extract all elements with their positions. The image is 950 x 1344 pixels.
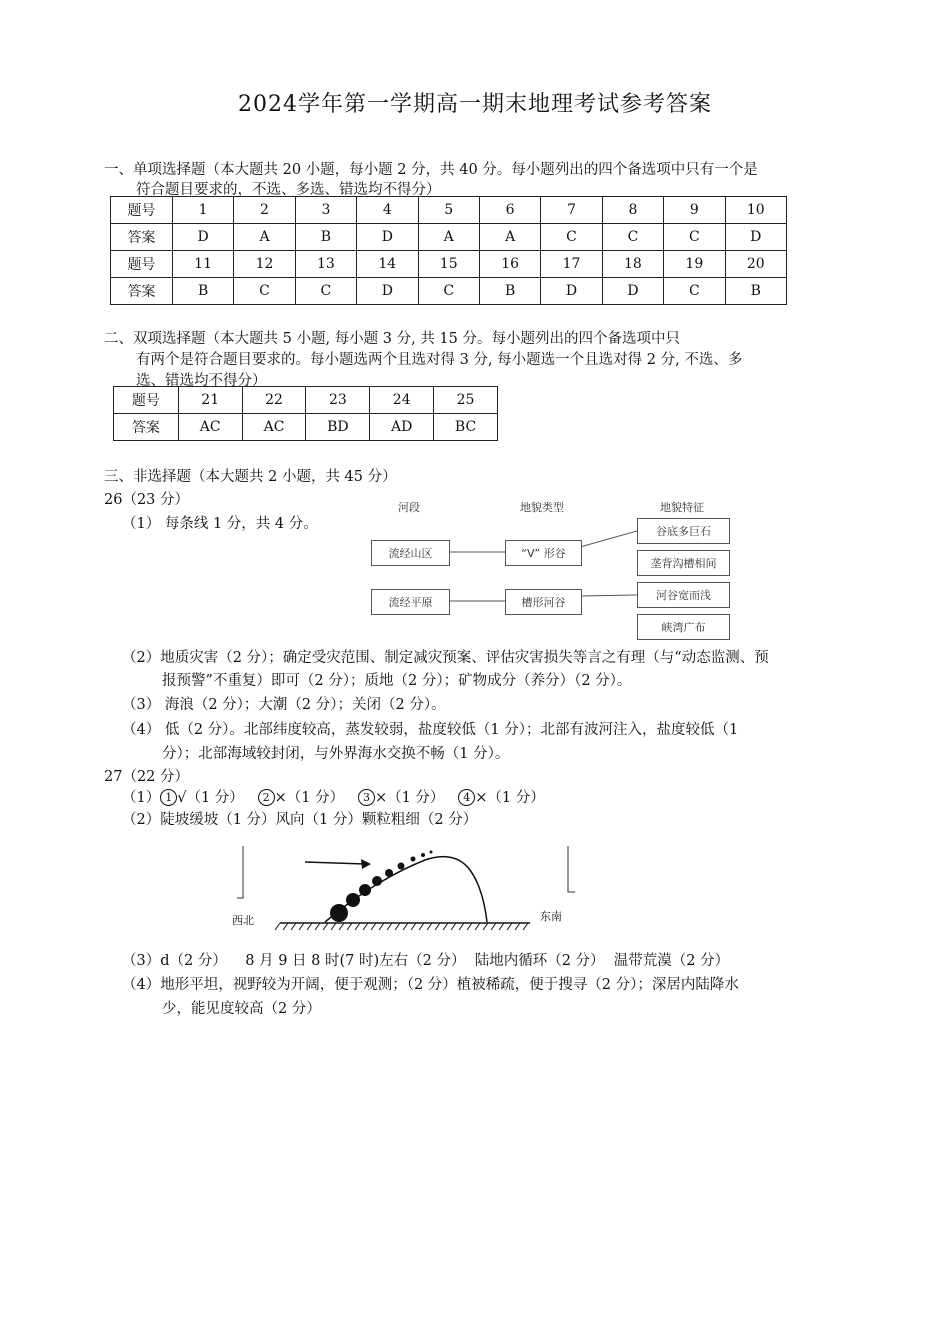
question-number: 20 (725, 251, 786, 278)
circled-number: 2 (258, 789, 275, 806)
answer-cell: D (357, 278, 418, 305)
question-number: 8 (602, 197, 663, 224)
row-label: 答案 (114, 414, 179, 441)
answer-cell: B (295, 224, 356, 251)
answer-cell: B (479, 278, 540, 305)
q26-part4-line1: （4） 低（2 分）。北部纬度较高，蒸发较弱，盐度较低（1 分）；北部有波河注入，盐度较低（1 (122, 722, 739, 738)
question-number: 5 (418, 197, 479, 224)
row-label: 答案 (111, 278, 173, 305)
dune-profile (325, 857, 487, 922)
question-number: 17 (541, 251, 602, 278)
answer-cell: C (234, 278, 295, 305)
answer-cell: C (602, 224, 663, 251)
question-number: 9 (664, 197, 725, 224)
sand-particle (359, 884, 371, 896)
question-number: 22 (242, 387, 306, 414)
question-number: 6 (479, 197, 540, 224)
question-number: 14 (357, 251, 418, 278)
q27-part1-answer: √（1 分） (177, 790, 244, 806)
diagram-header-type: 地貌类型 (520, 501, 564, 514)
question-number: 10 (725, 197, 786, 224)
river-segment-mountain: 流经山区 (371, 540, 450, 566)
feature-wide-shallow-valley: 河谷宽而浅 (637, 582, 730, 608)
feature-ridges-grooves: 垄背沟槽相间 (637, 550, 730, 576)
dune-diagram (215, 840, 595, 940)
q26-label: 26（23 分） (104, 492, 190, 508)
sand-particle (330, 904, 348, 922)
q26-part2-line1: （2）地质灾害（2 分）；确定受灾范围、制定减灾预案、评估灾害损失等言之有理（与“动态监测、预 (122, 650, 769, 666)
q27-part1-answer: ×（1 分） (274, 790, 345, 806)
question-number: 13 (295, 251, 356, 278)
question-number: 16 (479, 251, 540, 278)
sand-particle (421, 853, 425, 857)
row-label: 答案 (111, 224, 173, 251)
frame-left (237, 846, 243, 898)
answer-cell: A (418, 224, 479, 251)
question-number: 7 (541, 197, 602, 224)
answer-cell: A (234, 224, 295, 251)
section1-heading-line2: 符合题目要求的，不选、多选、错选均不得分） (136, 182, 441, 198)
row-label: 题号 (111, 197, 173, 224)
sand-particle (411, 857, 416, 862)
answer-cell: D (541, 278, 602, 305)
q27-part1-answer: ×（1 分） (374, 790, 445, 806)
diagram-header-segment: 河段 (398, 501, 420, 514)
connector-line (580, 595, 637, 596)
sand-particle (372, 876, 382, 886)
q27-part3: （3）d（2 分） 8 月 9 日 8 时(7 时)左右（2 分） 陆地内循环（2 分） 温带荒漠（2 分） (122, 953, 730, 969)
question-number: 25 (434, 387, 498, 414)
circled-number: 1 (160, 789, 177, 806)
question-number: 2 (234, 197, 295, 224)
q27-part4-line1: （4）地形平坦，视野较为开阔，便于观测；（2 分）植被稀疏，便于搜寻（2 分）；深居内陆降水 (122, 977, 739, 993)
wind-arrow-head (361, 859, 371, 869)
wind-arrow-shaft (305, 862, 365, 864)
question-number: 11 (172, 251, 233, 278)
row-label: 题号 (114, 387, 179, 414)
ground-hatching (275, 923, 528, 930)
answer-cell: C (664, 278, 725, 305)
answer-cell: BC (434, 414, 498, 441)
section2-heading-line2: 有两个是符合题目要求的。每小题选两个且选对得 3 分, 每小题选一个且选对得 2 分, 不选、多 (136, 352, 743, 368)
answer-cell: A (479, 224, 540, 251)
circled-number: 3 (358, 789, 375, 806)
answer-cell: AC (178, 414, 242, 441)
section2-heading-line3: 选、错选均不得分） (136, 373, 267, 389)
feature-fjords: 峡湾广布 (637, 614, 730, 640)
answer-cell: C (664, 224, 725, 251)
answer-cell: D (172, 224, 233, 251)
connector-line (580, 531, 637, 547)
question-number: 15 (418, 251, 479, 278)
page-title: 2024学年第一学期高一期末地理考试参考答案 (238, 92, 712, 117)
landform-type-trough-valley: 槽形河谷 (505, 589, 582, 615)
q27-part4-line2: 少，能见度较高（2 分） (162, 1001, 321, 1017)
answer-cell: D (725, 224, 786, 251)
section1-heading-line1: 一、单项选择题（本大题共 20 小题，每小题 2 分，共 40 分。每小题列出的四个备选项中只有一个是 (104, 162, 758, 178)
sand-particle (398, 863, 405, 870)
river-segment-plain: 流经平原 (371, 589, 450, 615)
sand-particle (346, 893, 360, 907)
question-number: 1 (172, 197, 233, 224)
diagram-header-feature: 地貌特征 (660, 501, 704, 514)
section3-heading: 三、非选择题（本大题共 2 小题，共 45 分） (104, 469, 397, 485)
sand-particle (430, 851, 433, 854)
question-number: 23 (306, 387, 370, 414)
landform-type-v-valley: “V” 形谷 (505, 540, 582, 566)
question-number: 18 (602, 251, 663, 278)
answer-cell: B (172, 278, 233, 305)
sand-particle (385, 869, 393, 877)
answer-cell: C (295, 278, 356, 305)
answer-cell: B (725, 278, 786, 305)
answer-cell: AC (242, 414, 306, 441)
answer-cell: D (357, 224, 418, 251)
answer-cell: D (602, 278, 663, 305)
q27-part1-answer: ×（1 分） (475, 790, 545, 806)
answer-cell: C (541, 224, 602, 251)
answer-cell: AD (370, 414, 434, 441)
section2-heading-line1: 二、双项选择题（本大题共 5 小题, 每小题 3 分, 共 15 分。每小题列出的四个备选项中只 (104, 331, 680, 347)
q27-part2: （2）陡坡缓坡（1 分）风向（1 分）颗粒粗细（2 分） (122, 812, 478, 828)
row-label: 题号 (111, 251, 173, 278)
direction-southeast-label: 东南 (540, 910, 562, 923)
question-number: 12 (234, 251, 295, 278)
frame-right (568, 846, 575, 892)
feature-boulders: 谷底多巨石 (637, 518, 730, 544)
q27-part1-prefix: （1） (122, 790, 161, 806)
question-number: 21 (178, 387, 242, 414)
circled-number: 4 (458, 789, 475, 806)
direction-northwest-label: 西北 (232, 914, 254, 927)
q27-part1 (122, 786, 545, 807)
question-number: 19 (664, 251, 725, 278)
q26-part2-line2: 报预警”不重复）即可（2 分）；质地（2 分）；矿物成分（养分）（2 分）。 (162, 673, 632, 689)
answer-cell: BD (306, 414, 370, 441)
answer-cell: C (418, 278, 479, 305)
question-number: 4 (357, 197, 418, 224)
q26-part4-line2: 分）；北部海域较封闭，与外界海水交换不畅（1 分）。 (162, 746, 510, 762)
q26-part1: （1） 每条线 1 分，共 4 分。 (122, 516, 318, 532)
question-number: 24 (370, 387, 434, 414)
q27-label: 27（22 分） (104, 769, 190, 785)
q26-part3: （3） 海浪（2 分）；大潮（2 分）；关闭（2 分）。 (122, 697, 446, 713)
question-number: 3 (295, 197, 356, 224)
